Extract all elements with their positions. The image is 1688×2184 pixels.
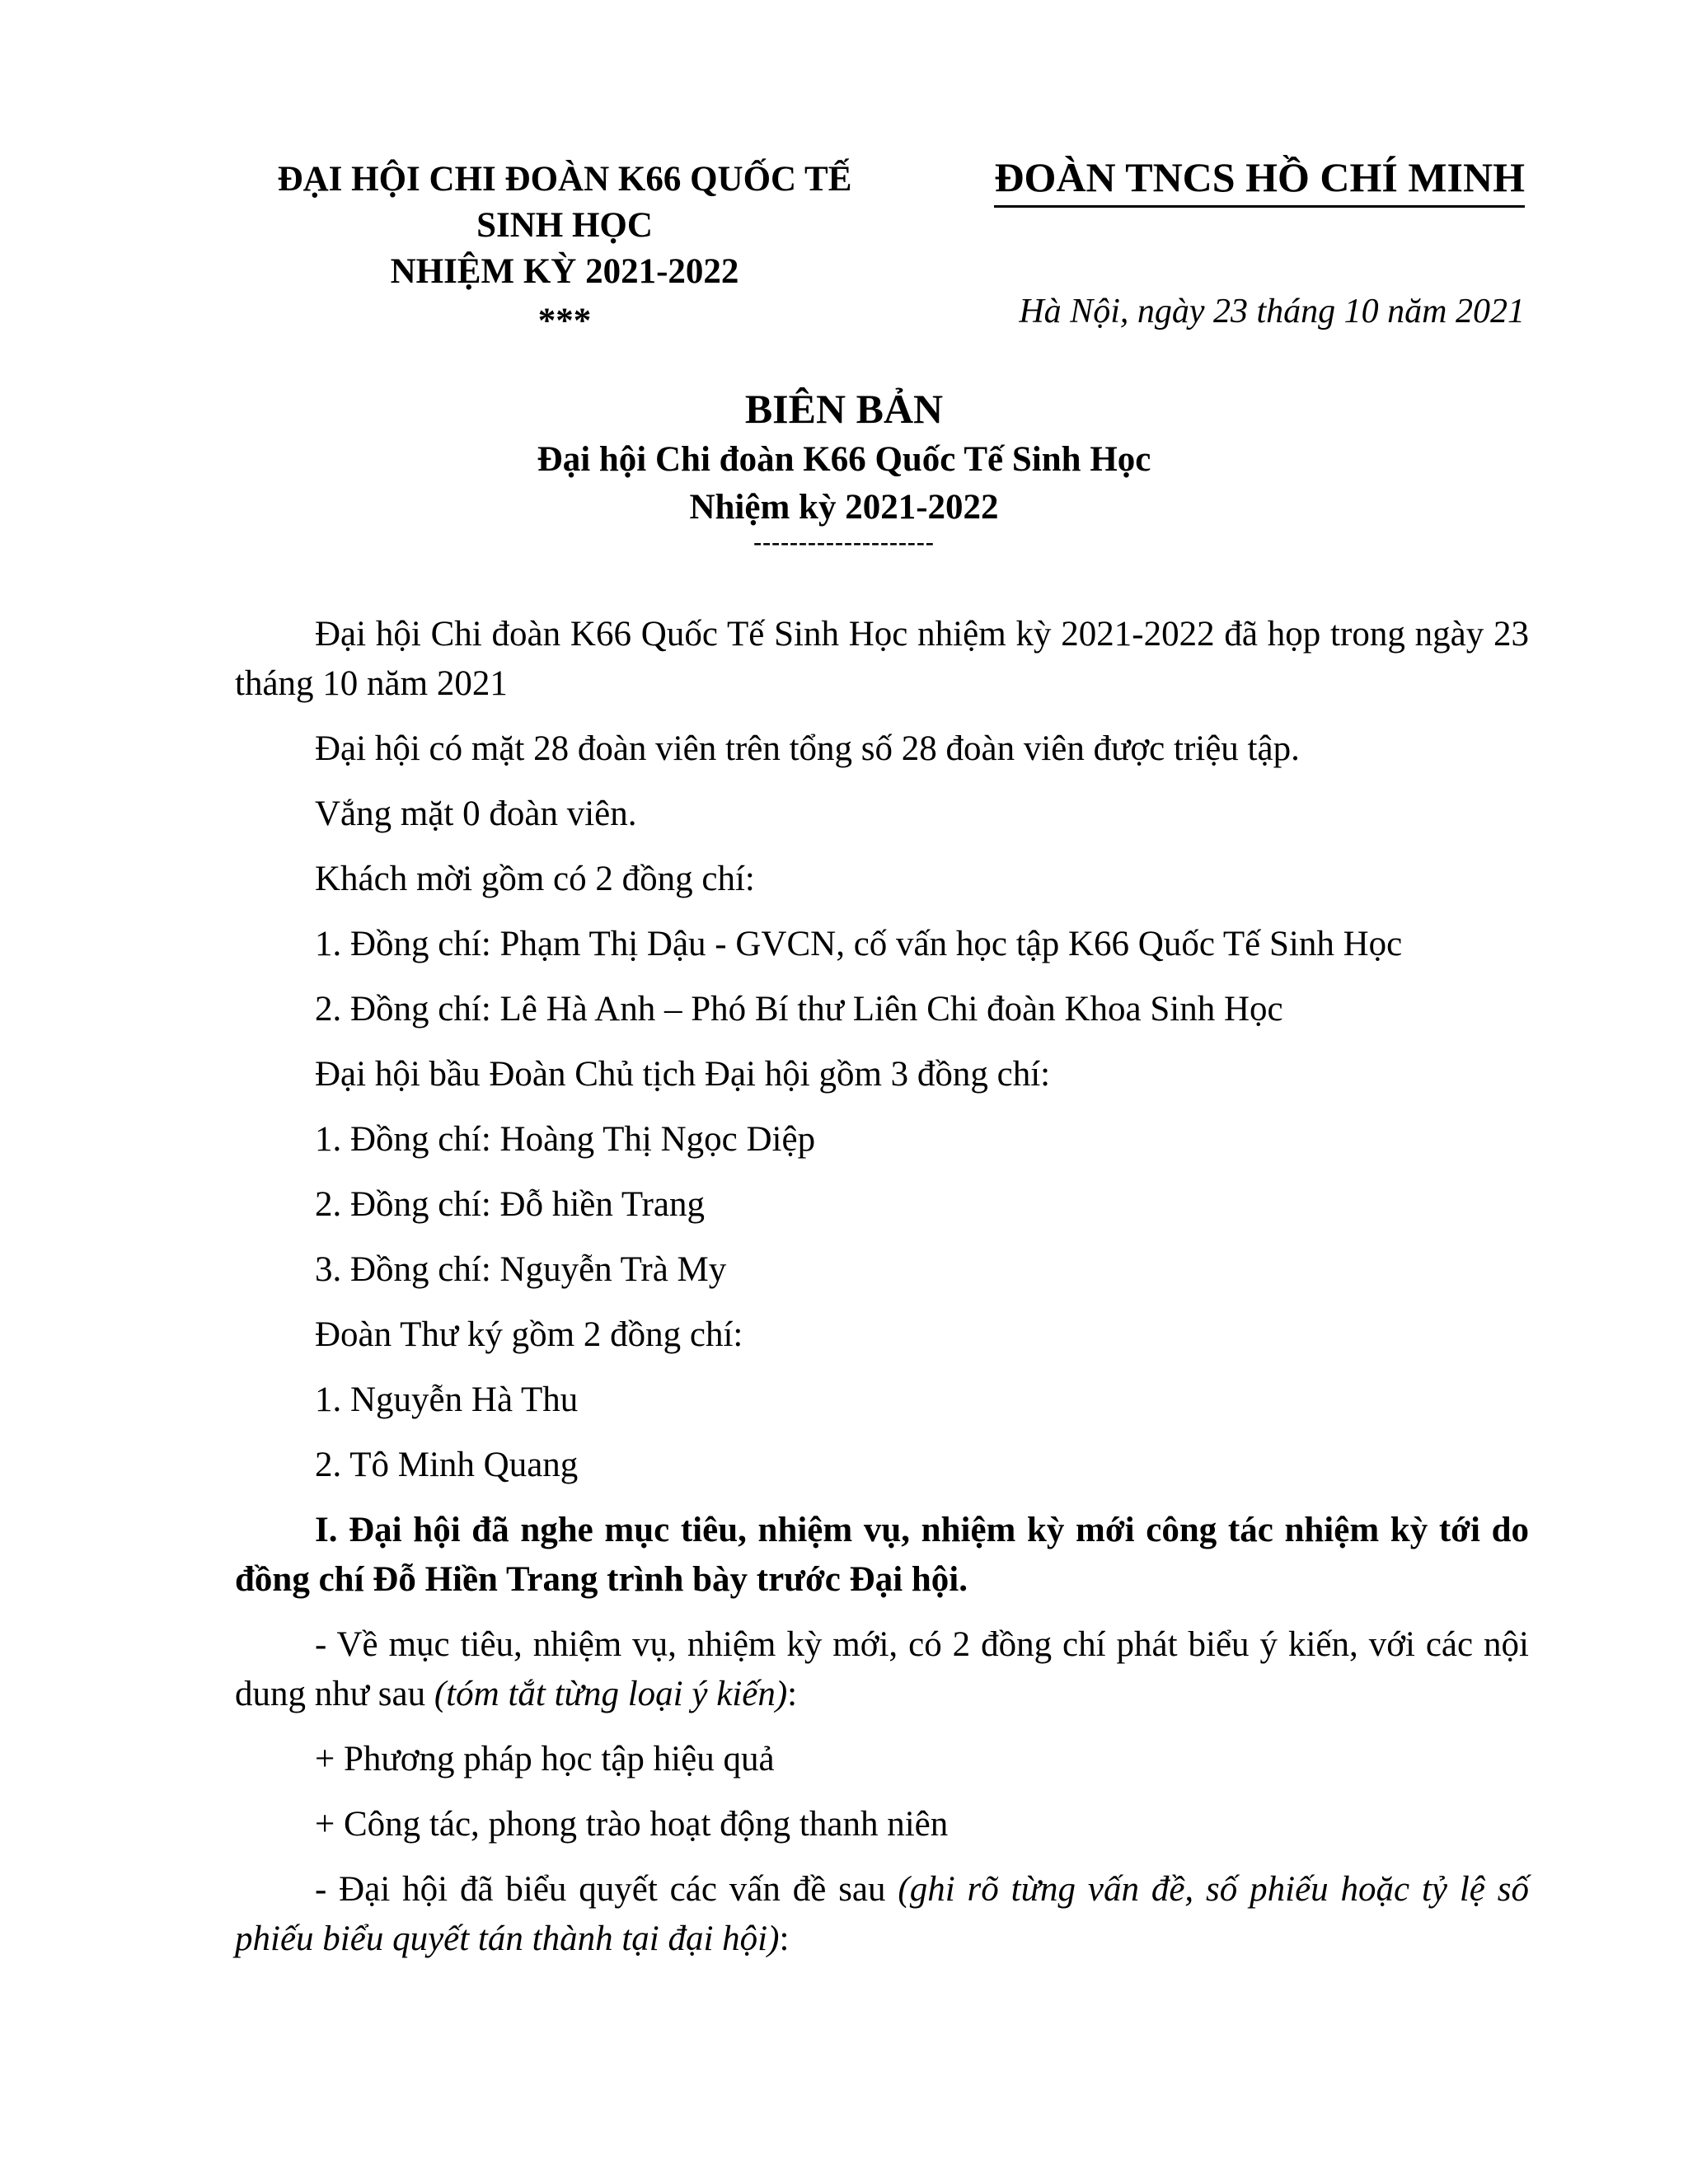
- organization-name: ĐOÀN TNCS HỒ CHÍ MINH: [994, 152, 1525, 208]
- congress-header-line-1: ĐẠI HỘI CHI ĐOÀN K66 QUỐC TẾ: [277, 160, 852, 199]
- document-term: Nhiệm kỳ 2021-2022: [689, 488, 999, 527]
- guest-item: 1. Đồng chí: Phạm Thị Dậu - GVCN, cố vấn học tập K66 Quốc Tế Sinh Học: [315, 925, 1403, 963]
- opinions-text: - Về mục tiêu, nhiệm vụ, nhiệm kỳ mới, có 2 đồng chí phát biểu ý kiến, với các nội dung như sau: [235, 1625, 1529, 1713]
- congress-header-line-2: SINH HỌC: [476, 206, 653, 245]
- guests-intro: Khách mời gồm có 2 đồng chí:: [315, 860, 755, 898]
- header-stars: ***: [537, 302, 592, 340]
- opinions-paragraph: [235, 1620, 1529, 1719]
- secretary-item: 1. Nguyễn Hà Thu: [315, 1380, 579, 1419]
- vote-paragraph: [235, 1865, 1529, 1964]
- secretary-intro: Đoàn Thư ký gồm 2 đồng chí:: [315, 1315, 743, 1354]
- attendance-paragraph: Đại hội có mặt 28 đoàn viên trên tổng số 28 đoàn viên được triệu tập.: [315, 729, 1300, 768]
- vote-note: (ghi rõ từng vấn đề, số phiếu hoặc tỷ lệ số phiếu biểu quyết tán thành tại đại hội): [235, 1870, 1529, 1958]
- presidium-intro: Đại hội bầu Đoàn Chủ tịch Đại hội gồm 3 đồng chí:: [315, 1055, 1051, 1094]
- organization-header: [964, 152, 1525, 208]
- presidium-item: 2. Đồng chí: Đỗ hiền Trang: [315, 1185, 705, 1224]
- date-line: Hà Nội, ngày 23 tháng 10 năm 2021: [1019, 293, 1525, 330]
- presidium-item: 1. Đồng chí: Hoàng Thị Ngọc Diệp: [315, 1120, 816, 1159]
- guest-item: 2. Đồng chí: Lê Hà Anh – Phó Bí thư Liên Chi đoàn Khoa Sinh Học: [315, 990, 1283, 1029]
- presidium-item: 3. Đồng chí: Nguyễn Trà My: [315, 1250, 727, 1289]
- congress-header-line-3: NHIỆM KỲ 2021-2022: [390, 252, 739, 291]
- absent-paragraph: Vắng mặt 0 đoàn viên.: [315, 794, 637, 833]
- secretary-item: 2. Tô Minh Quang: [315, 1446, 579, 1484]
- document-title-block: [0, 382, 1688, 553]
- document-subtitle: Đại hội Chi đoàn K66 Quốc Tế Sinh Học: [537, 440, 1151, 479]
- document-title: BIÊN BẢN: [744, 386, 944, 432]
- vote-text: - Đại hội đã biểu quyết các vấn đề sau: [315, 1870, 898, 1909]
- opinions-colon: :: [787, 1675, 798, 1713]
- intro-paragraph: Đại hội Chi đoàn K66 Quốc Tế Sinh Học nhiệm kỳ 2021-2022 đã họp trong ngày 23 tháng 10 năm 2021: [235, 615, 1529, 703]
- congress-header: [223, 157, 907, 344]
- section-1-heading: I. Đại hội đã nghe mục tiêu, nhiệm vụ, nhiệm kỳ mới công tác nhiệm kỳ tới do đồng chí Đỗ Hiền Trang trình bày trước Đại hội.: [235, 1511, 1529, 1599]
- document-body: [235, 610, 1529, 1980]
- vote-colon: :: [779, 1919, 790, 1958]
- opinion-item: + Công tác, phong trào hoạt động thanh niên: [315, 1805, 949, 1844]
- opinion-item: + Phương pháp học tập hiệu quả: [315, 1740, 775, 1779]
- opinions-note: (tóm tắt từng loại ý kiến): [434, 1675, 788, 1713]
- title-divider: --------------------: [753, 528, 935, 555]
